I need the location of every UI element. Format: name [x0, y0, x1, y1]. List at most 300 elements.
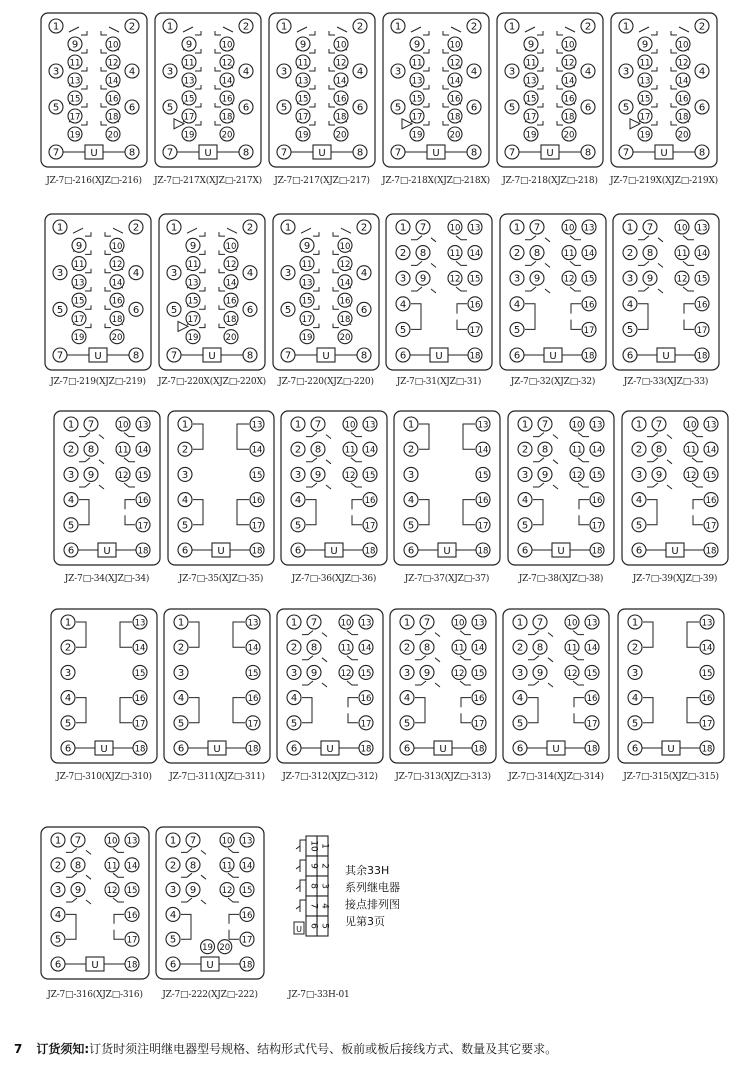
terminal-pin [510, 322, 524, 336]
svg-text:1: 1 [169, 835, 177, 847]
svg-text:6: 6 [360, 304, 368, 316]
terminal-pin [224, 293, 238, 307]
diagram-caption: JZ-7□-313(XJZ□-313) [395, 772, 491, 782]
svg-text:17: 17 [473, 719, 485, 730]
terminal-pin [51, 883, 65, 897]
terminal-pin [224, 311, 238, 325]
terminal-pin [695, 64, 709, 78]
contact-symbols [419, 424, 475, 525]
terminal-pin [638, 55, 652, 69]
terminal-pin [178, 543, 192, 557]
terminal-pin [133, 691, 147, 705]
terminal-pin [652, 417, 666, 431]
note-line: 见第3页 [345, 915, 385, 928]
svg-text:3: 3 [508, 66, 516, 78]
terminal-pin [704, 467, 718, 481]
svg-text:16: 16 [360, 694, 372, 705]
terminal-pin [106, 91, 120, 105]
terminal-pin [476, 467, 490, 481]
terminal-pin [404, 467, 418, 481]
terminal-pin [353, 19, 367, 33]
terminal-pin [400, 640, 414, 654]
terminal-pin [467, 145, 481, 159]
svg-text:4: 4 [360, 268, 368, 280]
terminal-pin [562, 220, 576, 234]
terminal-pin [61, 716, 75, 730]
terminal-pin [220, 833, 234, 847]
terminal-pin [448, 73, 462, 87]
svg-text:16: 16 [469, 300, 481, 311]
terminal-pin [167, 302, 181, 316]
svg-text:19: 19 [183, 130, 195, 141]
series-33h-note [345, 862, 400, 930]
terminal-pin [239, 145, 253, 159]
svg-text:16: 16 [126, 910, 138, 921]
terminal-pin [400, 716, 414, 730]
terminal-pin [565, 665, 579, 679]
terminal-pin [277, 64, 291, 78]
svg-text:9: 9 [641, 39, 649, 51]
socket-terminal-label: 4 [319, 903, 330, 909]
terminal-pin [224, 257, 238, 271]
svg-text:3: 3 [399, 273, 407, 285]
svg-text:17: 17 [705, 521, 717, 532]
terminal-pin [68, 37, 82, 51]
svg-text:19: 19 [69, 130, 81, 141]
diagram-caption: JZ-7□-219X(XJZ□-219X) [610, 176, 718, 186]
terminal-pin [632, 442, 646, 456]
svg-text:9: 9 [536, 667, 544, 679]
terminal-pin [174, 615, 188, 629]
terminal-pin [582, 271, 596, 285]
relay-contact-diagram [40, 826, 150, 980]
svg-text:2: 2 [246, 222, 254, 234]
svg-text:4: 4 [521, 495, 529, 507]
terminal-pin [518, 493, 532, 507]
svg-text:8: 8 [419, 248, 427, 260]
svg-text:2: 2 [290, 642, 298, 654]
svg-text:4: 4 [290, 693, 298, 705]
diagram-frame [45, 214, 151, 370]
terminal-pin [277, 100, 291, 114]
svg-text:17: 17 [126, 935, 138, 946]
svg-text:14: 14 [469, 249, 481, 260]
terminal-pin [700, 716, 714, 730]
terminal-pin [632, 493, 646, 507]
svg-text:6: 6 [635, 545, 643, 557]
svg-text:1: 1 [52, 21, 60, 33]
diagram-frame [622, 411, 728, 565]
terminal-pin [61, 665, 75, 679]
svg-text:6: 6 [356, 102, 364, 114]
svg-text:17: 17 [73, 314, 85, 325]
svg-text:19: 19 [411, 130, 423, 141]
svg-text:13: 13 [696, 223, 708, 234]
diagram-caption: JZ-7□-32(XJZ□-32) [510, 377, 596, 387]
terminal-pin [182, 127, 196, 141]
terminal-pin [186, 883, 200, 897]
svg-text:14: 14 [677, 76, 689, 87]
terminal-pin [562, 37, 576, 51]
terminal-pin [570, 442, 584, 456]
svg-text:17: 17 [251, 521, 263, 532]
diagram-caption: JZ-7□-35(XJZ□-35) [178, 574, 264, 584]
svg-text:7: 7 [541, 419, 549, 431]
terminal-pin [84, 417, 98, 431]
svg-text:2: 2 [635, 444, 643, 456]
terminal-pin [125, 833, 139, 847]
svg-text:1: 1 [166, 21, 174, 33]
terminal-pin [359, 615, 373, 629]
terminal-pin [49, 64, 63, 78]
relay-contact-diagram [496, 12, 604, 168]
terminal-pin [178, 442, 192, 456]
svg-text:14: 14 [591, 445, 603, 456]
terminal-pin [167, 348, 181, 362]
svg-text:15: 15 [591, 470, 603, 481]
svg-text:3: 3 [280, 66, 288, 78]
terminal-pin [174, 665, 188, 679]
svg-text:15: 15 [301, 296, 313, 307]
terminal-pin [220, 127, 234, 141]
terminal-pin [619, 100, 633, 114]
svg-text:5: 5 [284, 304, 292, 316]
svg-text:3: 3 [407, 469, 415, 481]
coil-label: U [546, 148, 554, 159]
terminal-pin [590, 417, 604, 431]
svg-text:4: 4 [407, 495, 415, 507]
svg-text:5: 5 [622, 102, 630, 114]
diagram-frame [390, 609, 496, 763]
terminal-pin [476, 417, 490, 431]
svg-text:19: 19 [73, 333, 85, 344]
svg-text:7: 7 [622, 147, 630, 159]
terminal-pin [224, 275, 238, 289]
terminal-pin [410, 127, 424, 141]
svg-text:13: 13 [705, 420, 717, 431]
terminal-pin [619, 145, 633, 159]
terminal-pin [404, 543, 418, 557]
svg-text:16: 16 [335, 94, 347, 105]
svg-text:14: 14 [335, 76, 347, 87]
terminal-pin [472, 615, 486, 629]
svg-text:13: 13 [69, 76, 81, 87]
svg-text:1: 1 [407, 419, 415, 431]
terminal-pin [396, 246, 410, 260]
svg-text:13: 13 [477, 420, 489, 431]
terminal-pin [129, 348, 143, 362]
svg-text:3: 3 [181, 469, 189, 481]
terminal-pin [182, 55, 196, 69]
svg-text:9: 9 [303, 240, 311, 252]
coil-label: U [204, 148, 212, 159]
terminal-pin [638, 127, 652, 141]
svg-text:16: 16 [137, 496, 149, 507]
svg-text:10: 10 [221, 40, 233, 51]
socket-coil-label: U [296, 925, 302, 934]
svg-text:13: 13 [187, 278, 199, 289]
svg-text:17: 17 [301, 314, 313, 325]
diagram-caption: JZ-7□-39(XJZ□-39) [632, 574, 718, 584]
terminal-pin [391, 145, 405, 159]
coil-label: U [330, 546, 338, 557]
svg-text:11: 11 [344, 445, 356, 456]
diagram-frame [383, 13, 489, 167]
terminal-pin [296, 73, 310, 87]
svg-text:8: 8 [698, 147, 706, 159]
terminal-pin [343, 467, 357, 481]
svg-text:16: 16 [251, 496, 263, 507]
socket-caption: JZ-7□-33H-01 [288, 990, 350, 1000]
terminal-pin [72, 311, 86, 325]
svg-text:12: 12 [563, 58, 575, 69]
svg-text:9: 9 [314, 469, 322, 481]
svg-text:3: 3 [631, 667, 639, 679]
svg-text:17: 17 [364, 521, 376, 532]
terminal-pin [105, 858, 119, 872]
svg-text:9: 9 [189, 240, 197, 252]
svg-text:18: 18 [563, 112, 575, 123]
terminal-pin [700, 691, 714, 705]
terminal-pin [363, 442, 377, 456]
terminal-pin [538, 442, 552, 456]
terminal-pin [243, 302, 257, 316]
terminal-pin [410, 37, 424, 51]
svg-text:18: 18 [473, 744, 485, 755]
diagram-caption: JZ-7□-312(XJZ□-312) [282, 772, 378, 782]
terminal-pin [166, 907, 180, 921]
svg-text:13: 13 [251, 420, 263, 431]
terminal-pin [638, 91, 652, 105]
svg-text:16: 16 [111, 296, 123, 307]
terminal-pin [125, 64, 139, 78]
svg-text:10: 10 [453, 618, 465, 629]
svg-text:14: 14 [241, 861, 253, 872]
svg-text:1: 1 [67, 419, 75, 431]
svg-text:11: 11 [676, 249, 688, 260]
diagram-caption: JZ-7□-311(XJZ□-311) [169, 772, 265, 782]
coil-label: U [439, 744, 447, 755]
svg-text:13: 13 [126, 836, 138, 847]
svg-text:14: 14 [111, 278, 123, 289]
svg-text:7: 7 [280, 147, 288, 159]
svg-text:11: 11 [453, 643, 465, 654]
diagram-caption: JZ-7□-220(XJZ□-220) [278, 377, 374, 387]
terminal-pin [186, 238, 200, 252]
terminal-pin [84, 467, 98, 481]
relay-contact-diagram [40, 12, 148, 168]
svg-text:5: 5 [516, 718, 524, 730]
terminal-pin [638, 109, 652, 123]
svg-text:1: 1 [521, 419, 529, 431]
terminal-pin [186, 311, 200, 325]
svg-text:5: 5 [626, 324, 634, 336]
terminal-pin [186, 330, 200, 344]
terminal-pin [239, 64, 253, 78]
svg-text:10: 10 [111, 241, 123, 252]
svg-text:12: 12 [335, 58, 347, 69]
terminal-pin [704, 543, 718, 557]
svg-text:9: 9 [87, 469, 95, 481]
terminal-pin [224, 238, 238, 252]
diagram-caption: JZ-7□-314(XJZ□-314) [508, 772, 604, 782]
relay-contact-diagram [163, 608, 271, 764]
terminal-pin [468, 348, 482, 362]
terminal-pin [363, 493, 377, 507]
diagram-frame [394, 411, 500, 565]
coil-label: U [557, 546, 565, 557]
terminal-pin [110, 257, 124, 271]
relay-contact-diagram [154, 12, 262, 168]
terminal-pin [472, 716, 486, 730]
contact-symbols [643, 622, 699, 723]
svg-text:17: 17 [297, 112, 309, 123]
svg-text:17: 17 [525, 112, 537, 123]
terminal-pin [416, 246, 430, 260]
terminal-pin [166, 932, 180, 946]
socket-terminal-label: 10 [308, 840, 319, 852]
terminal-pin [628, 691, 642, 705]
terminal-pin [476, 442, 490, 456]
terminal-pin [695, 246, 709, 260]
terminal-pin [704, 417, 718, 431]
coil-label: U [90, 148, 98, 159]
svg-text:14: 14 [137, 445, 149, 456]
terminal-pin [582, 246, 596, 260]
diagram-frame [273, 214, 379, 370]
terminal-pin [338, 275, 352, 289]
terminal-pin [700, 640, 714, 654]
terminal-pin [524, 37, 538, 51]
svg-text:17: 17 [469, 325, 481, 336]
terminal-pin [129, 302, 143, 316]
svg-text:2: 2 [356, 21, 364, 33]
terminal-pin [476, 518, 490, 532]
svg-text:18: 18 [705, 546, 717, 557]
note-line: 其余33H [345, 864, 390, 877]
svg-text:2: 2 [169, 860, 177, 872]
svg-text:18: 18 [360, 744, 372, 755]
svg-text:14: 14 [360, 643, 372, 654]
svg-text:7: 7 [533, 222, 541, 234]
terminal-pin [133, 665, 147, 679]
svg-text:5: 5 [294, 520, 302, 532]
terminal-pin [619, 19, 633, 33]
terminal-pin [452, 615, 466, 629]
terminal-pin [125, 932, 139, 946]
terminal-pin [178, 417, 192, 431]
terminal-pin [239, 100, 253, 114]
terminal-pin [125, 883, 139, 897]
terminal-pin [518, 467, 532, 481]
svg-text:9: 9 [185, 39, 193, 51]
terminal-pin [64, 518, 78, 532]
svg-text:3: 3 [521, 469, 529, 481]
svg-text:20: 20 [677, 130, 689, 141]
svg-text:18: 18 [134, 744, 146, 755]
terminal-pin [51, 907, 65, 921]
svg-text:14: 14 [251, 445, 263, 456]
terminal-pin [167, 220, 181, 234]
svg-text:11: 11 [566, 643, 578, 654]
terminal-pin [136, 493, 150, 507]
terminal-pin [166, 957, 180, 971]
svg-text:8: 8 [470, 147, 478, 159]
terminal-pin [106, 37, 120, 51]
svg-text:17: 17 [360, 719, 372, 730]
svg-text:2: 2 [54, 860, 62, 872]
svg-text:3: 3 [403, 667, 411, 679]
relay-contact-diagram [276, 608, 384, 764]
terminal-pin [643, 271, 657, 285]
svg-text:4: 4 [584, 66, 592, 78]
svg-text:11: 11 [639, 58, 651, 69]
svg-text:10: 10 [221, 836, 233, 847]
terminal-pin [61, 640, 75, 654]
svg-text:17: 17 [639, 112, 651, 123]
terminal-pin [676, 127, 690, 141]
terminal-pin [357, 348, 371, 362]
terminal-pin [343, 417, 357, 431]
terminal-pin [632, 467, 646, 481]
svg-text:11: 11 [69, 58, 81, 69]
svg-text:8: 8 [87, 444, 95, 456]
terminal-pin [339, 615, 353, 629]
coil-label: U [552, 744, 560, 755]
svg-text:10: 10 [225, 241, 237, 252]
terminal-pin [396, 220, 410, 234]
svg-text:2: 2 [360, 222, 368, 234]
terminal-pin [524, 109, 538, 123]
terminal-pin [359, 640, 373, 654]
relay-contact-diagram [50, 608, 158, 764]
svg-text:12: 12 [340, 668, 352, 679]
svg-text:5: 5 [52, 102, 60, 114]
terminal-pin [513, 691, 527, 705]
terminal-pin [105, 883, 119, 897]
svg-text:13: 13 [469, 223, 481, 234]
terminal-pin [281, 266, 295, 280]
svg-text:10: 10 [107, 40, 119, 51]
terminal-pin [562, 271, 576, 285]
terminal-pin [695, 271, 709, 285]
svg-text:3: 3 [394, 66, 402, 78]
svg-text:11: 11 [106, 861, 118, 872]
svg-text:4: 4 [54, 909, 62, 921]
svg-text:13: 13 [364, 420, 376, 431]
terminal-pin [287, 716, 301, 730]
svg-text:1: 1 [622, 21, 630, 33]
svg-text:20: 20 [111, 333, 123, 344]
terminal-pin [700, 665, 714, 679]
svg-text:18: 18 [247, 744, 259, 755]
terminal-pin [281, 220, 295, 234]
terminal-pin [643, 246, 657, 260]
terminal-pin [472, 640, 486, 654]
svg-text:15: 15 [477, 470, 489, 481]
terminal-pin [72, 293, 86, 307]
svg-text:16: 16 [591, 496, 603, 507]
svg-text:2: 2 [513, 248, 521, 260]
svg-text:10: 10 [563, 223, 575, 234]
svg-text:15: 15 [360, 668, 372, 679]
diagram-frame [155, 13, 261, 167]
svg-text:12: 12 [563, 274, 575, 285]
svg-text:7: 7 [166, 147, 174, 159]
svg-text:12: 12 [225, 260, 237, 271]
terminal-pin [582, 297, 596, 311]
svg-text:7: 7 [536, 617, 544, 629]
